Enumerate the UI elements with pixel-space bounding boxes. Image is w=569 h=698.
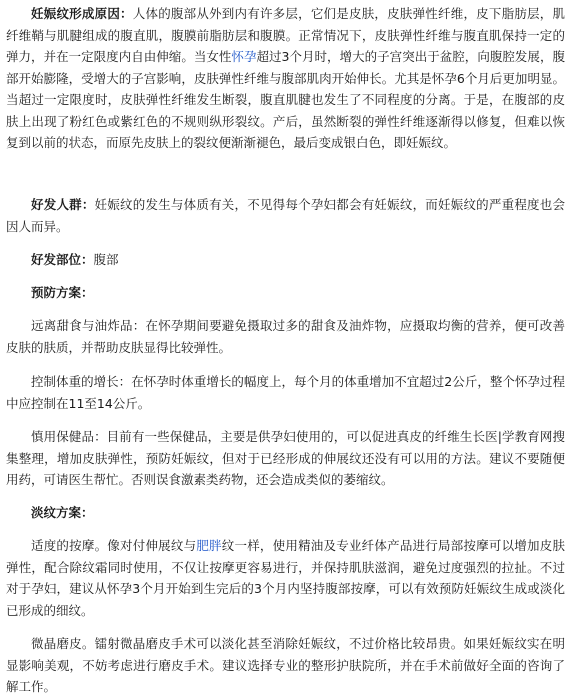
prevention-heading (6, 282, 565, 304)
prevention-weight-paragraph: 控制体重的增长：在怀孕时体重增长的幅度上，每个月的体重增加不宜超过2公斤，整个怀孕过程中应控制在11至14公斤。 (6, 374, 565, 411)
part-text: 腹部 (93, 252, 119, 267)
cause-text-2: 超过3个月时，增大的子宫突出于盆腔，向腹腔发展，腹部开始膨隆，受增大的子宫影响，皮肤弹性纤维与腹部肌肉开始伸长。尤其是怀孕6个月后更加明显。当超过一定限度时，皮肤弹性纤维发生断裂，腹直肌腱也发生了不同程度的分离。于是，在腹部的皮肤上出现了粉红色或紫红色的不规则纵形裂纹。产后，虽然断裂的弹性纤维逐渐得以修复，但难以恢复到以前的状态，而原先皮肤上的裂纹便渐渐褪色，最后变成银白色，即妊娠纹。 (6, 49, 565, 150)
obesity-link[interactable]: 肥胖 (196, 538, 222, 553)
part-title: 好发部位： (31, 252, 94, 267)
fading-title: 淡纹方案： (31, 505, 94, 520)
prevention-sweets-paragraph: 远离甜食与油炸品：在怀孕期间要避免摄取过多的甜食及油炸物，应摄取均衡的营养，便可改善皮肤的肤质，并帮助皮肤显得比较弹性。 (6, 318, 565, 355)
pregnancy-link[interactable]: 怀孕 (231, 49, 257, 64)
fading-massage-paragraph (6, 535, 565, 621)
people-text: 妊娠纹的发生与体质有关，不见得每个孕妇都会有妊娠纹，而妊娠纹的严重程度也会因人而异。 (6, 197, 565, 234)
prevention-supplements-paragraph: 慎用保健品：目前有一些保健品，主要是供孕妇使用的，可以促进真皮的纤维生长医|学教育网搜集整理，增加皮肤弹性，预防妊娠纹，但对于已经形成的伸展纹还没有可以用的方法。建议不要随便用药，可请医生帮忙。否则误食激素类药物，还会造成类似的萎缩纹。 (6, 429, 565, 487)
massage-text-1: 适度的按摩。像对付伸展纹与 (31, 538, 197, 553)
prevention-title: 预防方案： (31, 285, 94, 300)
people-title: 好发人群： (31, 197, 95, 212)
massage-text-2: 纹一样，使用精油及专业纤体产品进行局部按摩可以增加皮肤弹性，配合除纹霜同时使用，不仅让按摩更容易进行，并保持肌肤滋润，避免过度强烈的拉扯。不过对于孕妇，建议从怀孕3个月开始到生完后的3个月内坚持腹部按摩，可以有效预防妊娠纹生成或淡化已形成的细纹。 (6, 538, 565, 618)
fading-heading (6, 502, 565, 524)
cause-title: 妊娠纹形成原因： (31, 6, 133, 21)
fading-microderm-paragraph: 微晶磨皮。镭射微晶磨皮手术可以淡化甚至消除妊娠纹，不过价格比较昂贵。如果妊娠纹实在明显影响美观，不妨考虑进行磨皮手术。建议选择专业的整形护肤院所，并在手术前做好全面的咨询了解工作。 (6, 636, 565, 694)
people-paragraph (6, 194, 565, 237)
part-paragraph (6, 249, 565, 271)
cause-text-1: 人体的腹部从外到内有许多层，它们是皮肤，皮肤弹性纤维，皮下脂肪层，肌纤维鞘与肌腱组成的腹直肌，腹膜前脂肪层和腹膜。正常情况下，皮肤弹性纤维与腹直肌保持一定的弹力，并在一定限度内自由伸缩。当女性 (6, 6, 565, 64)
cause-paragraph (6, 3, 565, 154)
